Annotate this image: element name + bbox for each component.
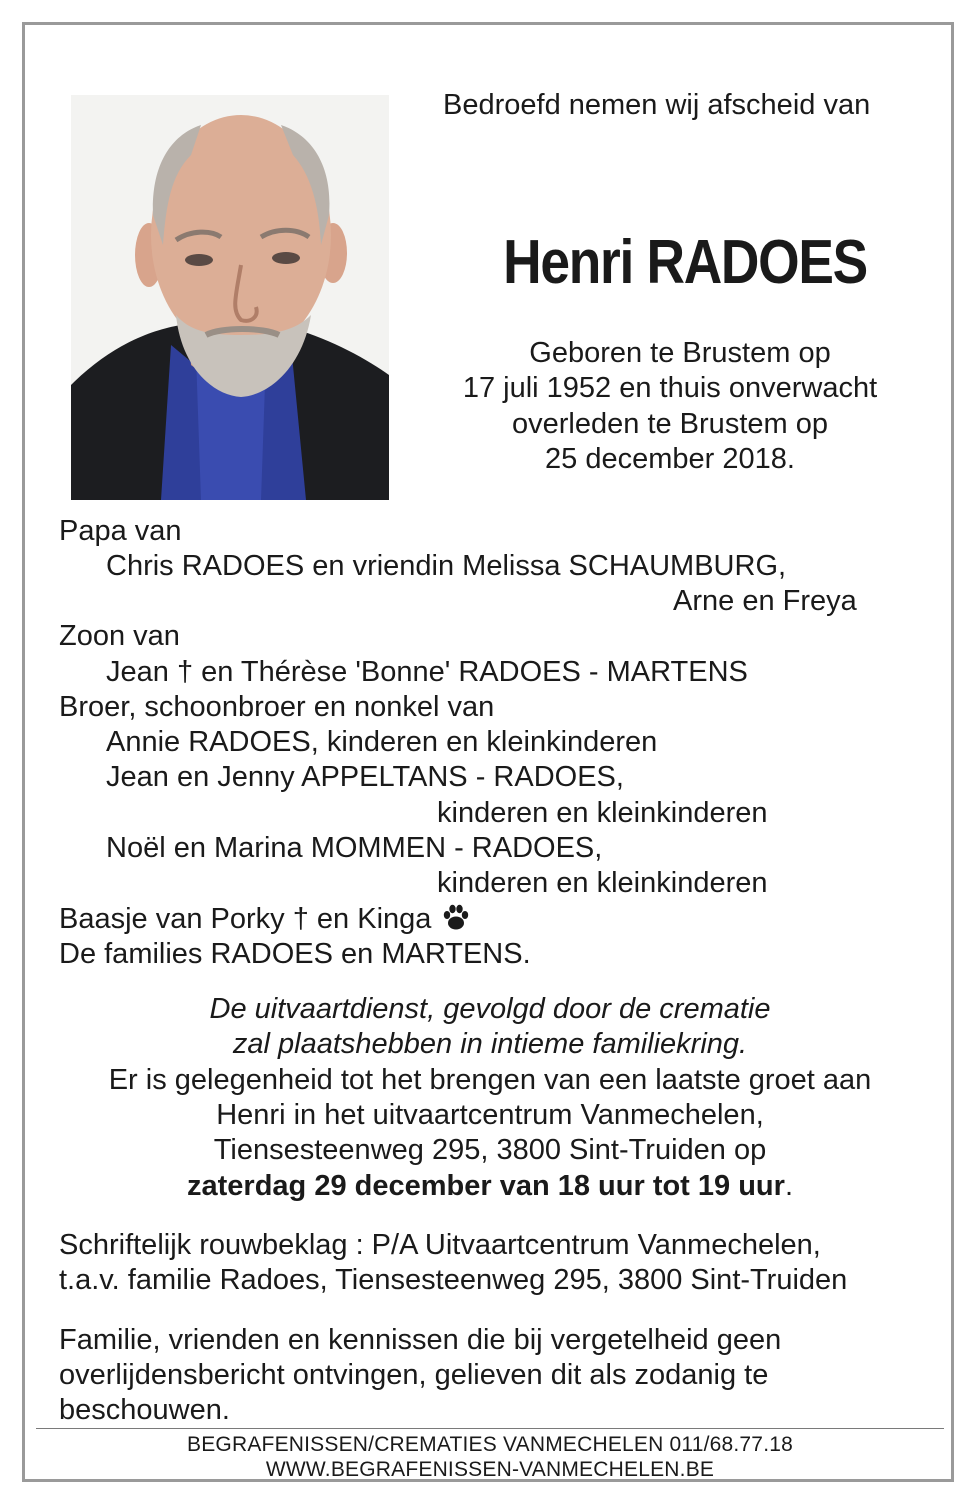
death-line: 25 december 2018. [545,443,795,475]
families-line: De families RADOES en MARTENS. [59,938,531,970]
birth-line: Geboren te Brustem op [529,337,831,369]
footer-company: BEGRAFENISSEN/CREMATIES VANMECHELEN 011/68.77.18 [187,1433,793,1456]
broer-label: Broer, schoonbroer en nonkel van [59,691,495,723]
footer-website: WWW.BEGRAFENISSEN-VANMECHELEN.BE [265,1458,715,1481]
sibling-line: Annie RADOES, kinderen en kleinkinderen [106,726,658,758]
sibling-line: Jean en Jenny APPELTANS - RADOES, [106,761,624,793]
deceased-name: Henri RADOES [503,228,867,297]
pets-text: Baasje van Porky † en Kinga [59,903,432,935]
sibling-line-cont: kinderen en kleinkinderen [437,797,768,829]
paw-print-icon [441,903,471,940]
ceremony-italic: De uitvaartdienst, gevolgd door de crematie [209,993,771,1025]
zoon-label: Zoon van [59,620,180,652]
condolence-line: t.a.v. familie Radoes, Tiensesteenweg 295, 3800 Sint-Truiden [59,1264,848,1296]
sibling-line: Noël en Marina MOMMEN - RADOES, [106,832,603,864]
pets-line [59,902,471,940]
visitation-line: Er is gelegenheid tot het brengen van een laatste groet aan [108,1064,872,1096]
death-line: overleden te Brustem op [512,408,828,440]
footer-divider [36,1428,944,1429]
visitation-date-period: . [784,1170,793,1202]
ceremony-italic: zal plaatshebben in intieme familiekring. [232,1028,748,1060]
visitation-address: Tiensesteenweg 295, 3800 Sint-Truiden op [213,1134,767,1166]
portrait-illustration [71,95,389,500]
papa-line: Chris RADOES en vriendin Melissa SCHAUMBURG, [106,550,787,582]
grandchildren-line: Arne en Freya [673,585,857,617]
parents-line: Jean † en Thérèse 'Bonne' RADOES - MARTENS [106,656,748,688]
papa-label: Papa van [59,515,182,547]
condolence-line: Schriftelijk rouwbeklag : P/A Uitvaartcentrum Vanmechelen, [59,1229,821,1261]
notice-line: Familie, vrienden en kennissen die bij vergetelheid geen [59,1324,782,1356]
visitation-line: Henri in het uitvaartcentrum Vanmechelen, [216,1099,764,1131]
notice-line: beschouwen. [59,1394,230,1426]
notice-line: overlijdensbericht ontvingen, gelieven dit als zodanig te [59,1359,769,1391]
visitation-date [0,1169,980,1204]
intro-text: Bedroefd nemen wij afscheid van [443,89,871,121]
birth-line: 17 juli 1952 en thuis onverwacht [462,372,878,404]
sibling-line-cont: kinderen en kleinkinderen [437,867,768,899]
visitation-date-bold: zaterdag 29 december van 18 uur tot 19 uur [187,1170,785,1202]
portrait-photo [71,95,389,500]
